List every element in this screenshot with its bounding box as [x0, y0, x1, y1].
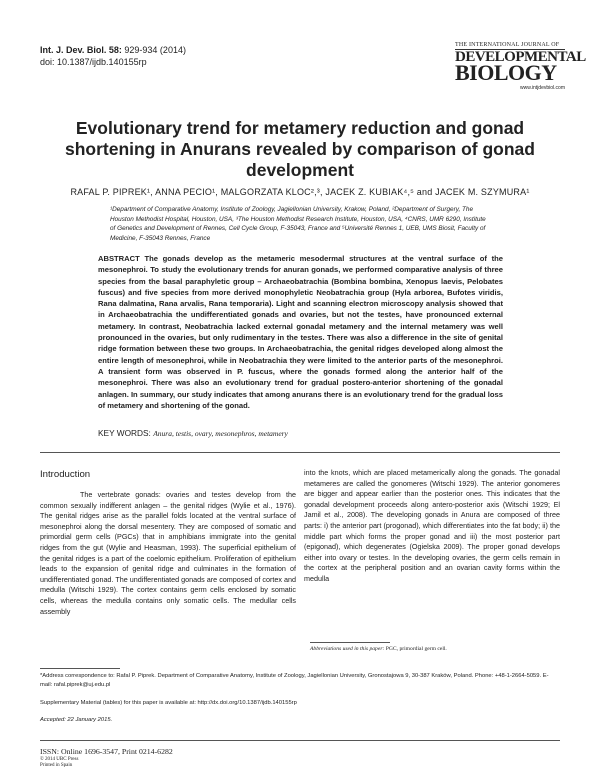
issn: ISSN: Online 1696-3547, Print 0214-6282: [40, 747, 173, 756]
footer-divider: [40, 740, 560, 741]
intro-column-right: [304, 468, 560, 585]
abstract: [98, 253, 503, 411]
abbrev-divider: [310, 642, 390, 643]
journal-pages: 929-934 (2014): [124, 45, 186, 55]
footnote-divider: [40, 668, 120, 669]
keywords-text: Anura, testis, ovary, mesonephros, metamery: [153, 429, 288, 438]
paper-title: Evolutionary trend for metamery reduction and gonad shortening in Anurans revealed by comparison of gonad development: [65, 118, 535, 180]
abstract-label: ABSTRACT: [98, 254, 140, 263]
journal-volume: 58:: [108, 45, 122, 55]
footer-small: [40, 757, 78, 770]
intro-paragraph-1: The vertebrate gonads: ovaries and testes develop from the common sexually indifferent anlagen – the genital ridges (Wylie et al., 1976). The genital ridges arise as the parallel folds located at the ventral surface of mesonephroi along the dorsal mesentery. They are composed of somatic and primordial germ cells (PGCs) that in amphibians immigrate into the genital ridges from the gut (Wylie and Heasman, 1993). The superficial epithelium of the genital ridges is a part of the coelomic epithelium. Proliferation of epithelium leads to the expansion of genital ridge and culminates in the formation of undifferentiated gonad. The undifferentiated gonads are composed of cortex and medulla (Witschi 1929). The cortex contains germ cells enclosed by somatic cells, whereas the medulla contains only somatic cells. The medullar cells assembly: [40, 490, 296, 616]
abbreviations: [310, 646, 560, 652]
journal-citation: [40, 44, 186, 68]
printed-in: Printed in Spain: [40, 763, 73, 769]
abbreviations-label: Abbreviations used in this paper:: [310, 646, 385, 652]
supplementary-note: Supplementary Material (tables) for this paper is available at: http://dx.doi.org/10.1387/ijdb.140155rp: [40, 700, 297, 706]
keywords: [98, 428, 503, 438]
logo-line3: BIOLOGY: [455, 60, 557, 85]
logo-line2: DEVELOPMENTAL: [455, 49, 586, 65]
abbreviations-text: PGC, primordial germ cell.: [385, 646, 447, 652]
logo-line1: THE INTERNATIONAL JOURNAL OF: [455, 42, 565, 50]
journal-abbrev: Int. J. Dev. Biol.: [40, 45, 107, 55]
abstract-text: The gonads develop as the metameric mesodermal structures at the ventral surface of the mesonephroi. To study the evolutionary trends for anuran gonads, we performed comparative analysis of three species from the basal paraphyletic group – Archaeobatrachia (Bombina bombina, Xenopus laevis, Pelobates fuscus) and five species from more derived monophyletic Neobatrachia group (Hyla arborea, Bufotes viridis, Rana dalmatina, Rana arvalis, Rana temporaria). Light and scanning electron microscopy analysis showed that in Archaeobatrachia the undifferentiated gonads and ovaries, but not the testes, have pronounced external metamery. In contrast, Neobatrachia lacked external gonadal metamery and the internal metamery was well pronounced in the ovaries, but only rudimentary in the testes. There was also a difference in the site of genital ridge formation between these two groups. In Archaeobatrachia, the genital ridges developed along almost the entire length of mesonephroi, while in Neobatrachia they were limited to the anterior parts of the mesonephroi. A transient form was observed in P. fuscus, where the gonads formed along the anterior half of the mesonephroi. There was also an evolutionary trend for gradual postero-anterior shortening of the gonadal anlagen. In summary, our study indicates that among anurans there is an evolutionary trend for the gradual loss of metamery and shortening of the gonad.: [98, 254, 503, 410]
intro-paragraph-2: into the knots, which are placed metamerically along the gonads. The gonadal metameres are called the gonomeres (Witschi 1929). The anterior gonomeres are bigger and appear earlier than the posterior ones. This indicates that the gonadal development proceeds along antero-posterior axis (Witschi 1929; El Jamil et al., 2008). The developing gonads in Anura are composed of three parts: i) the anterior part (progonad), which differentiates into the fat body; ii) the middle part which forms the proper gonad and iii) the most posterior part (epigonad), which degenerates (Ogielska 2009). The proper gonad develops either into ovary or testes. In the developing ovaries, the germ cells remain in the cortex at the peripheral position and an ovarian cavity forms within the medulla: [304, 468, 560, 583]
correspondence-note: *Address correspondence to: Rafal P. Piprek. Department of Comparative Anatomy, Institute of Zoology, Jagiellonian University, Gronostajowa 9, 30-387 Kraków, Poland. Phone: +48-1-2664-5059. E-mail: rafal.piprek@uj.edu.pl: [40, 673, 549, 688]
keywords-label: KEY WORDS:: [98, 428, 151, 438]
author-list: RAFAL P. PIPREK¹, ANNA PECIO¹, MALGORZATA KLOC²,³, JACEK Z. KUBIAK⁴,⁵ and JACEK M. SZYMURA¹: [70, 187, 530, 197]
copyright: © 2014 UBC Press: [40, 757, 79, 762]
logo-url[interactable]: www.intjdevbiol.com: [519, 85, 565, 91]
journal-logo: [455, 42, 586, 91]
section-divider: [40, 452, 560, 453]
doi[interactable]: doi: 10.1387/ijdb.140155rp: [40, 57, 147, 67]
accepted-date: Accepted: 22 January 2015.: [40, 717, 113, 723]
intro-column-left: [40, 490, 296, 617]
intro-heading: Introduction: [40, 469, 91, 480]
affiliations: ¹Department of Comparative Anatomy, Institute of Zoology, Jagiellonian University, Krakow, Poland, ²Department of Surgery, The Houston Methodist Hospital, Houston, USA, ³The Houston Methodist Research Institute, Houston, USA, ⁴CNRS, UMR 6290, Institute of Genetics and Development of Rennes, Cell Cycle Group, F-35043, France and ⁵Université Rennes 1, UEB, UMS Biosit, Faculty of Medicine, F-35043 Rennes, France: [110, 206, 486, 242]
